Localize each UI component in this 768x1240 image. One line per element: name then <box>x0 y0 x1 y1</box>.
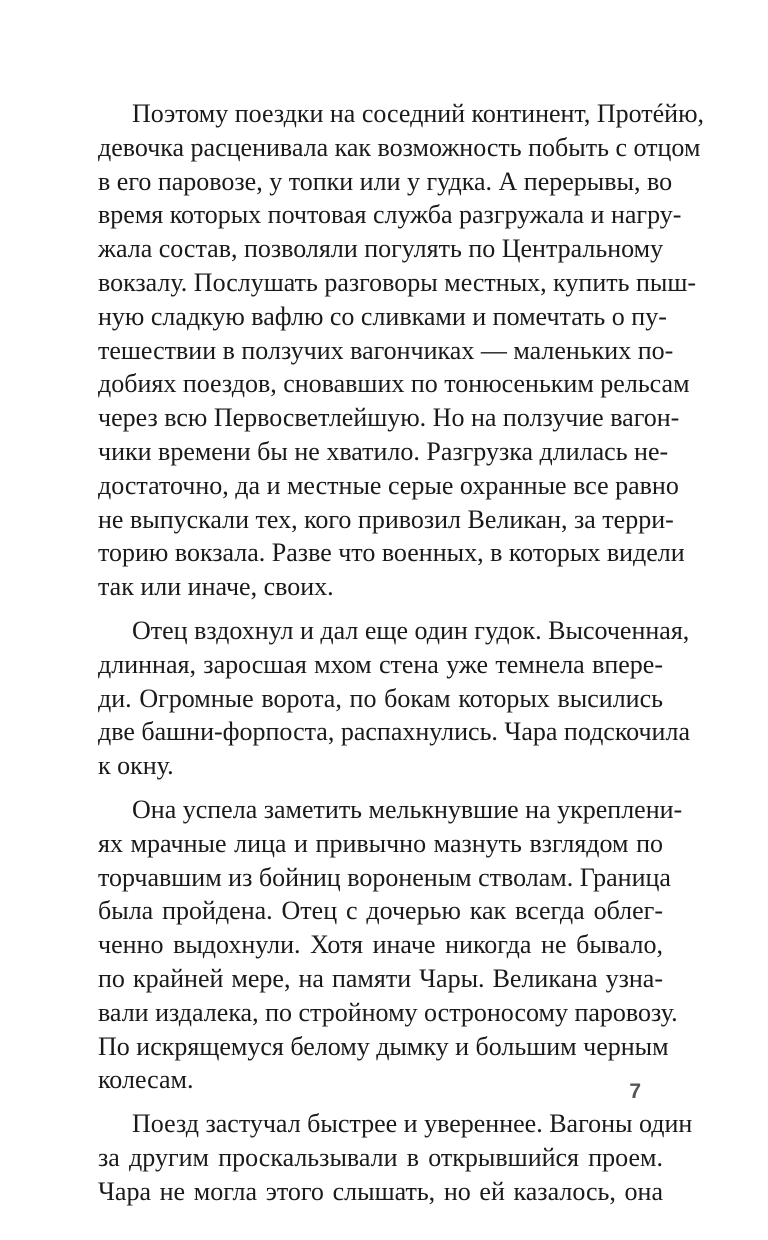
text-line: так или иначе, своих. <box>98 572 334 602</box>
text-line: тешествии в ползучих вагончиках — маленьких по- <box>98 335 674 365</box>
body-text <box>98 97 705 1209</box>
text-line: добиях поездов, сновавших по тонюсеньким рельсам <box>98 369 690 399</box>
text-line: ченно выдохнули. Хотя иначе никогда не бывало, <box>98 930 663 960</box>
text-line: ди. Огромные ворота, по бокам которых высились <box>98 683 663 713</box>
text-line: вали издалека, по стройному остроносому паровозу. <box>98 997 678 1027</box>
text-line: вокзалу. Послушать разговоры местных, купить пыш- <box>98 267 697 297</box>
text-line: торчавшим из бойниц вороненым стволам. Граница <box>98 862 671 892</box>
text-line: длинная, заросшая мхом стена уже темнела впере- <box>98 649 663 679</box>
text-line: была пройдена. Отец с дочерью как всегда облег- <box>98 896 663 926</box>
text-line: к окну. <box>98 751 174 781</box>
text-line: достаточно, да и местные серые охранные все равно <box>98 470 679 500</box>
text-line: торию вокзала. Разве что военных, в которых видели <box>98 538 685 568</box>
text-line: По искрящемуся белому дымку и большим черным <box>98 1031 669 1061</box>
text-line: не выпускали тех, кого привозил Великан, за терри- <box>98 504 674 534</box>
text-line: Она успела заметить мелькнувшие на укреплени- <box>132 794 683 824</box>
text-line: чики времени бы не хватило. Разгрузка длилась не- <box>98 436 669 466</box>
page-number: 7 <box>629 1080 641 1103</box>
text-line: за другим проскальзывали в открывшийся проем. <box>98 1142 663 1172</box>
text-line: жала состав, позволяли погулять по Центральному <box>98 234 664 264</box>
paragraph-gap <box>98 604 663 614</box>
text-line: ную сладкую вафлю со сливками и помечтать о пу- <box>98 301 667 331</box>
text-line: девочка расценивала как возможность побыть с отцом <box>98 132 701 162</box>
text-line: в его паровозе, у топки или у гудка. А перерывы, во <box>98 166 673 196</box>
text-line: время которых почтовая служба разгружала и нагру- <box>98 200 682 230</box>
text-line: по крайней мере, на памяти Чары. Великана узна- <box>98 963 663 993</box>
text-line: Поезд застучал быстрее и увереннее. Вагоны один <box>132 1109 693 1139</box>
text-line: через всю Первосветлейшую. Но на ползучие вагон- <box>98 403 680 433</box>
paragraph-gap <box>98 783 663 793</box>
text-line: две башни-форпоста, распахнулись. Чара подскочила <box>98 717 690 747</box>
paragraph-gap <box>98 1097 663 1107</box>
text-line: Чара не могла этого слышать, но ей казалось, она <box>98 1176 663 1206</box>
text-line: Отец вздохнул и дал еще один гудок. Высоченная, <box>132 615 690 645</box>
text-line: колесам. <box>98 1065 194 1095</box>
text-line: ях мрачные лица и привычно мазнуть взглядом по <box>98 828 663 858</box>
text-line: Поэтому поездки на соседний континент, Протéйю, <box>132 99 705 128</box>
